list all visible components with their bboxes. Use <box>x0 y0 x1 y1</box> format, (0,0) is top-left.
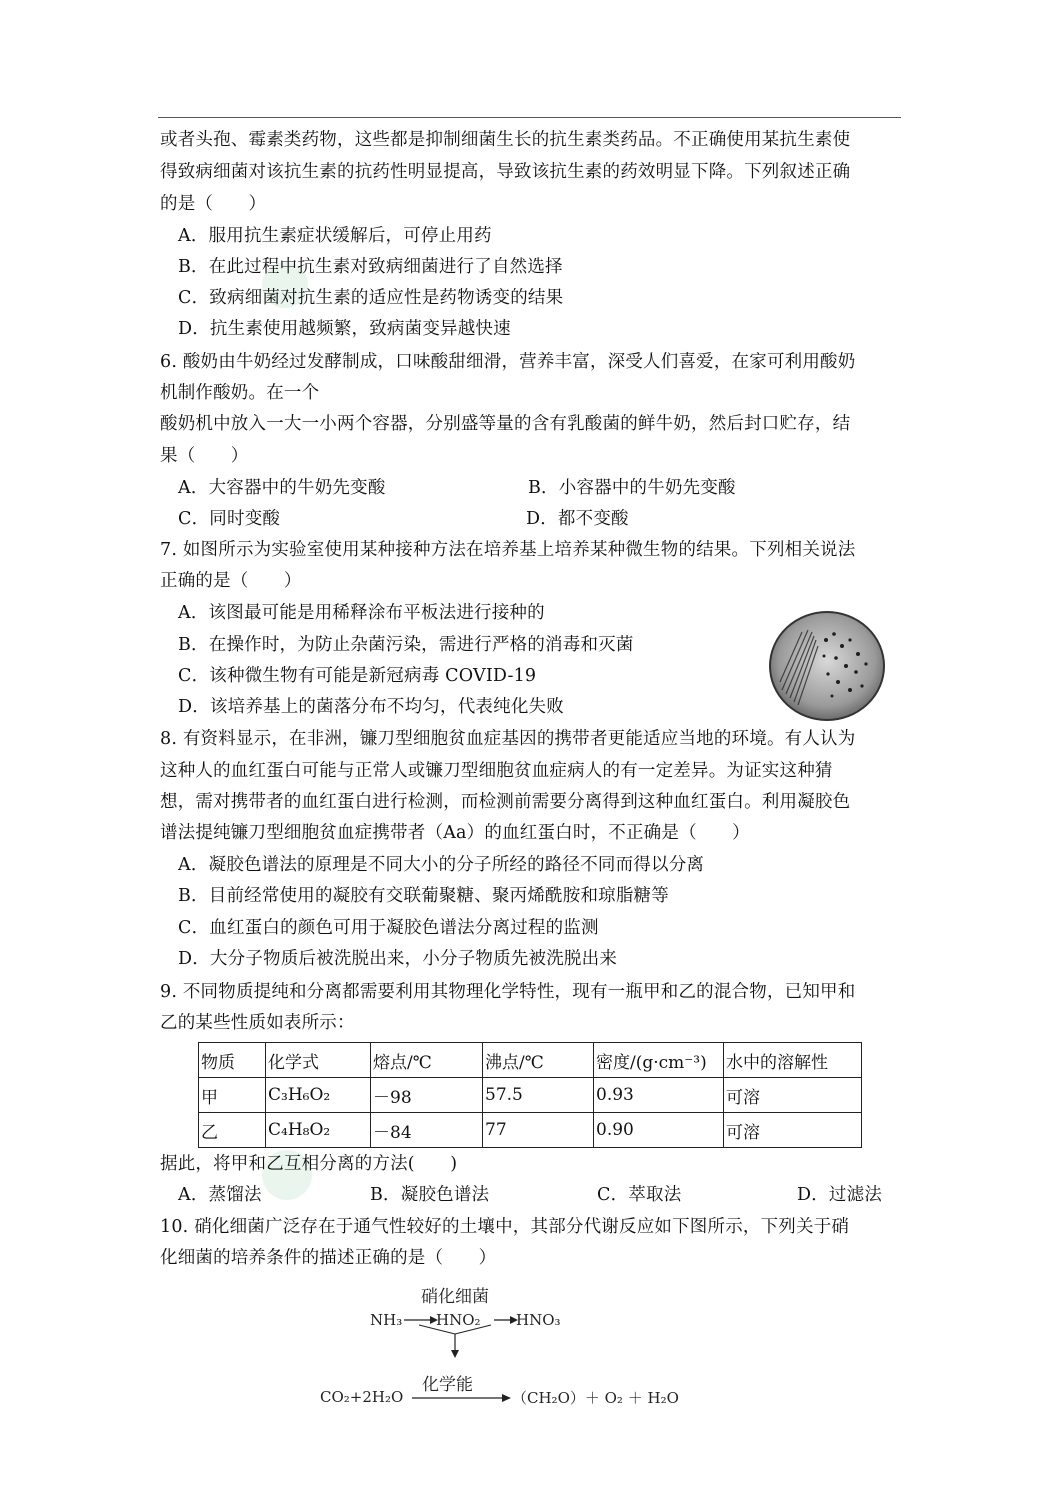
table-header-cell: 密度/(g·cm⁻³) <box>594 1043 724 1078</box>
down-arrow-head <box>451 1350 459 1358</box>
q5-stem-line: 的是（ ） <box>160 194 267 214</box>
table-header-cell: 沸点/℃ <box>483 1043 594 1078</box>
table-row <box>199 1078 862 1113</box>
diagram-hno3: HNO₃ <box>516 1311 561 1329</box>
q7-stem-line: 7. 如图所示为实验室使用某种接种方法在培养基上培养某种微生物的结果。下列相关说法 <box>160 540 856 560</box>
q5-option-a: A．服用抗生素症状缓解后，可停止用药 <box>178 226 492 246</box>
q10-stem-line: 10. 硝化细菌广泛存在于通气性较好的土壤中，其部分代谢反应如下图所示，下列关于硝 <box>160 1217 850 1237</box>
diagram-products: （CH₂O）＋ O₂ ＋ H₂O <box>512 1389 679 1407</box>
q8-stem-line: 8. 有资料显示，在非洲，镰刀型细胞贫血症基因的携带者更能适应当地的环境。有人认为 <box>160 729 856 749</box>
diagram-hno2: HNO₂ <box>436 1311 481 1329</box>
q9-option-c: C．萃取法 <box>597 1185 682 1205</box>
table-header-cell: 水中的溶解性 <box>724 1043 862 1078</box>
table-cell: －98 <box>371 1078 483 1113</box>
table-cell: 甲 <box>199 1078 266 1113</box>
table-header-cell: 物质 <box>199 1043 266 1078</box>
q5-option-d: D．抗生素使用越频繁，致病菌变异越快速 <box>178 319 511 339</box>
q6-stem-line: 果（ ） <box>160 446 249 466</box>
q8-stem-line: 想，需对携带者的血红蛋白进行检测，而检测前需要分离得到这种血红蛋白。利用凝胶色 <box>160 792 851 812</box>
table-cell: 可溶 <box>724 1113 862 1148</box>
q5-stem-line: 得致病细菌对该抗生素的抗药性明显提高，导致该抗生素的药效明显下降。下列叙述正确 <box>160 162 851 182</box>
q6-option-d: D．都不变酸 <box>526 509 629 529</box>
q8-option-c: C．血红蛋白的颜色可用于凝胶色谱法分离过程的监测 <box>178 918 599 938</box>
table-cell: C₄H₈O₂ <box>266 1113 371 1148</box>
q9-option-d: D．过滤法 <box>797 1185 883 1205</box>
q7-stem-line: 正确的是（ ） <box>160 571 302 591</box>
q5-option-b: B．在此过程中抗生素对致病细菌进行了自然选择 <box>178 257 563 277</box>
nitrification-diagram <box>318 1280 718 1420</box>
q8-stem-line: 这种人的血红蛋白可能与正常人或镰刀型细胞贫血症病人的有一定差异。为证实这种猜 <box>160 761 833 781</box>
q7-option-b: B．在操作时，为防止杂菌污染，需进行严格的消毒和灭菌 <box>178 635 634 655</box>
table-cell: 0.93 <box>594 1078 724 1113</box>
diagram-nh3: NH₃ <box>370 1311 403 1329</box>
diagram-label-energy: 化学能 <box>422 1375 473 1395</box>
q6-stem-line: 机制作酸奶。在一个 <box>160 383 320 403</box>
q10-stem-line: 化细菌的培养条件的描述正确的是（ ） <box>160 1248 497 1268</box>
diagram-reactants: CO₂+2H₂O <box>320 1388 404 1406</box>
q7-option-d: D．该培养基上的菌落分布不均匀，代表纯化失败 <box>178 697 564 717</box>
table-cell: 77 <box>483 1113 594 1148</box>
q8-option-a: A．凝胶色谱法的原理是不同大小的分子所经的路径不同而得以分离 <box>178 855 705 875</box>
table-header-cell: 化学式 <box>266 1043 371 1078</box>
q8-stem-line: 谱法提纯镰刀型细胞贫血症携带者（Aa）的血红蛋白时，不正确是（ ） <box>160 823 750 843</box>
table-cell: －84 <box>371 1113 483 1148</box>
table-header-row <box>199 1043 862 1078</box>
q6-option-b: B．小容器中的牛奶先变酸 <box>528 478 736 498</box>
table-cell: 57.5 <box>483 1078 594 1113</box>
header-rule <box>158 117 901 118</box>
q7-option-a: A．该图最可能是用稀释涂布平板法进行接种的 <box>178 603 545 623</box>
q9-stem-line: 乙的某些性质如表所示： <box>160 1013 355 1033</box>
table-header-cell: 熔点/℃ <box>371 1043 483 1078</box>
q7-option-c: C．该种微生物有可能是新冠病毒 COVID-19 <box>178 666 537 686</box>
q9-stem-line: 据此，将甲和乙互相分离的方法( ) <box>160 1154 458 1174</box>
table-cell: 乙 <box>199 1113 266 1148</box>
q6-option-c: C．同时变酸 <box>178 509 281 529</box>
petri-dish-image <box>768 610 886 722</box>
q5-option-c: C．致病细菌对抗生素的适应性是药物诱变的结果 <box>178 288 564 308</box>
reaction-arrow-head <box>502 1394 511 1402</box>
properties-table <box>198 1042 862 1148</box>
q5-stem-line: 或者头孢、霉素类药物，这些都是抑制细菌生长的抗生素类药品。不正确使用某抗生素使 <box>160 130 851 150</box>
table-cell: 可溶 <box>724 1078 862 1113</box>
table-row <box>199 1113 862 1148</box>
diagram-label-bacteria: 硝化细菌 <box>421 1287 489 1307</box>
q6-option-a: A．大容器中的牛奶先变酸 <box>178 478 386 498</box>
q8-option-d: D．大分子物质后被洗脱出来，小分子物质先被洗脱出来 <box>178 949 618 969</box>
table-cell: C₃H₆O₂ <box>266 1078 371 1113</box>
q8-option-b: B．目前经常使用的凝胶有交联葡聚糖、聚丙烯酰胺和琼脂糖等 <box>178 886 669 906</box>
q9-option-a: A．蒸馏法 <box>178 1185 262 1205</box>
q6-stem-line: 酸奶机中放入一大一小两个容器，分别盛等量的含有乳酸菌的鲜牛奶，然后封口贮存，结 <box>160 414 851 434</box>
q9-stem-line: 9. 不同物质提纯和分离都需要利用其物理化学特性，现有一瓶甲和乙的混合物，已知甲和 <box>160 982 856 1002</box>
q6-stem-line: 6. 酸奶由牛奶经过发酵制成，口味酸甜细滑，营养丰富，深受人们喜爱，在家可利用酸奶 <box>160 352 856 372</box>
table-cell: 0.90 <box>594 1113 724 1148</box>
q9-option-b: B．凝胶色谱法 <box>370 1185 490 1205</box>
